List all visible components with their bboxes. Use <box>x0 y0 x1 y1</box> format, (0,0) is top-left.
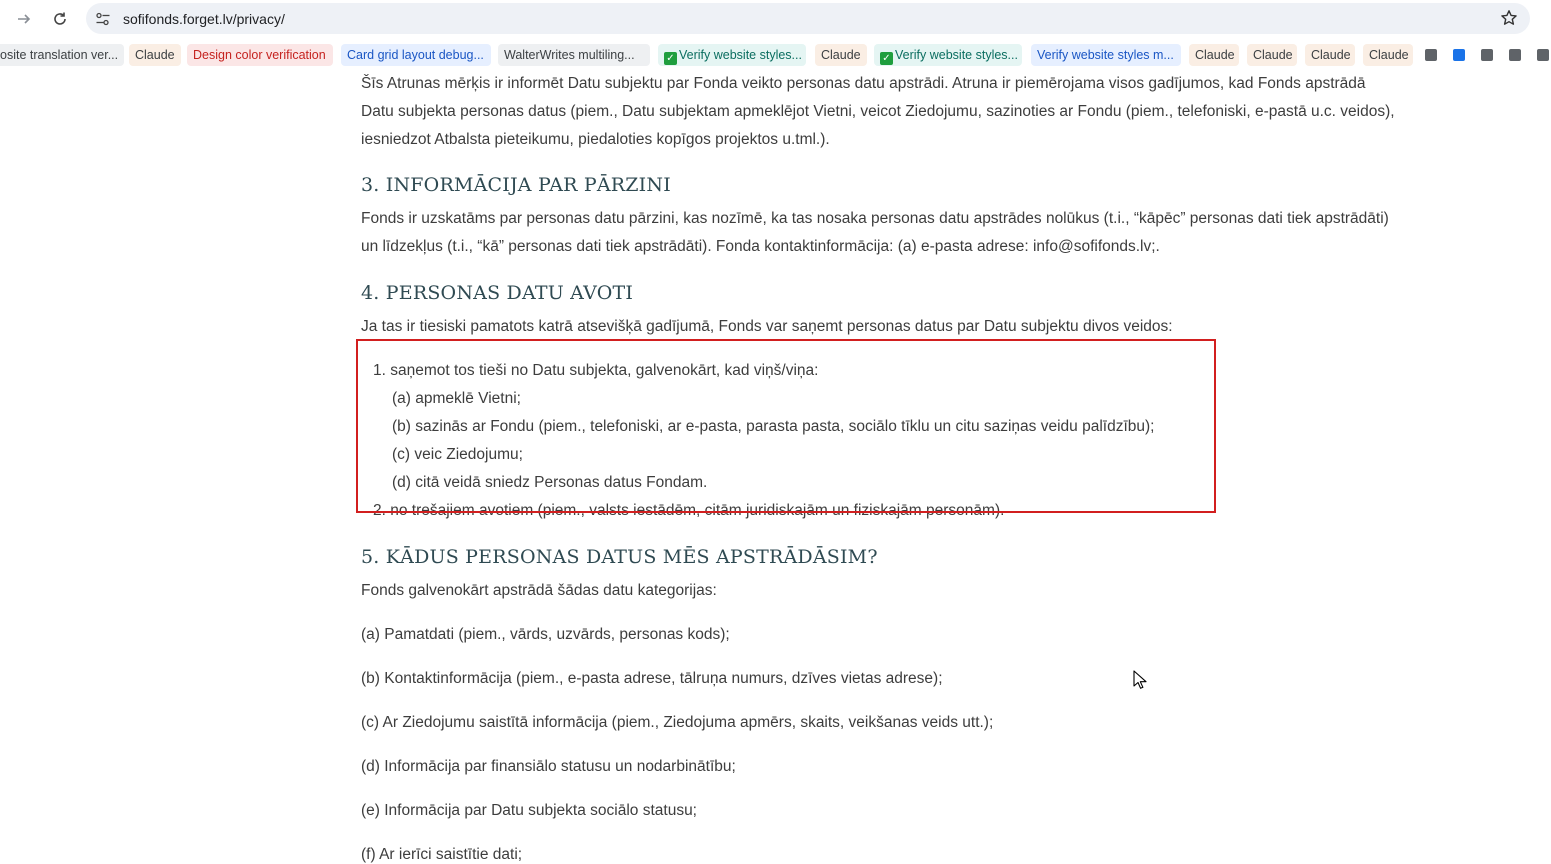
bookmark-favicon-icon[interactable] <box>1425 49 1437 61</box>
section-5-heading: 5. KĀDUS PERSONAS DATUS MĒS APSTRĀDĀSIM? <box>361 546 878 568</box>
sub-list-item: (b) sazinās ar Fondu (piem., telefoniski, ar e-pasta, parasta pasta, sociālo tīklu un citu saziņas veidu palīdzību); <box>392 418 1155 435</box>
intro-paragraph <box>361 70 1395 154</box>
bookmark-star-icon[interactable] <box>1500 9 1518 27</box>
bookmark-item[interactable]: Claude <box>1247 44 1297 66</box>
bookmarks-bar <box>0 41 1551 69</box>
address-bar[interactable] <box>86 3 1530 34</box>
bookmark-item[interactable]: Claude <box>1305 44 1355 66</box>
list-item: (a) Pamatdati (piem., vārds, uzvārds, personas kods); <box>361 626 730 643</box>
bookmark-favicon-icon[interactable] <box>1481 49 1493 61</box>
bookmark-item[interactable]: WalterWrites multiling... <box>498 44 650 66</box>
bookmark-favicon-icon[interactable] <box>1453 49 1465 61</box>
bookmark-item[interactable]: Card grid layout debug... <box>341 44 491 66</box>
site-info-icon[interactable] <box>95 11 111 27</box>
sub-list-item: (a) apmeklē Vietni; <box>392 390 521 407</box>
section-4-heading: 4. PERSONAS DATU AVOTI <box>361 282 634 304</box>
bookmark-item[interactable]: Design color verification <box>187 44 333 66</box>
bookmark-item[interactable]: Claude <box>1363 44 1413 66</box>
text-line: Fonds ir uzskatāms par personas datu pārzini, kas nozīmē, ka tas nosaka personas datu apstrādes nolūkus (t.i., “kāpēc” personas dati tiek apstrādāti) <box>361 210 1389 227</box>
bookmark-item[interactable]: osite translation ver... <box>0 44 124 66</box>
mouse-cursor-icon <box>1133 670 1147 690</box>
text-line: iesniedzot Atbalsta pieteikumu, piedaloties kopīgos projektos u.tml.). <box>361 131 830 148</box>
reload-icon[interactable] <box>48 7 72 31</box>
browser-toolbar <box>0 0 1551 38</box>
bookmark-item[interactable]: ✓ Verify website styles... <box>874 44 1022 66</box>
list-item: (d) Informācija par finansiālo statusu un nodarbinātību; <box>361 758 736 775</box>
section-3-heading: 3. INFORMĀCIJA PAR PĀRZINI <box>361 174 671 196</box>
list-item: (e) Informācija par Datu subjekta sociālo statusu; <box>361 802 697 819</box>
list-item: 1. saņemot tos tieši no Datu subjekta, galvenokārt, kad viņš/viņa: <box>373 362 819 379</box>
section-5-intro: Fonds galvenokārt apstrādā šādas datu kategorijas: <box>361 582 717 599</box>
checkmark-icon: ✓ <box>664 52 677 65</box>
bookmark-item[interactable]: Claude <box>129 44 181 66</box>
sub-list-item: (d) citā veidā sniedz Personas datus Fondam. <box>392 474 708 491</box>
bookmark-item[interactable]: ✓ Verify website styles... <box>658 44 806 66</box>
bookmark-item[interactable]: Verify website styles m... <box>1031 44 1181 66</box>
bookmark-item[interactable]: Claude <box>1189 44 1239 66</box>
highlight-annotation-box <box>356 339 1216 513</box>
sub-list-item: (c) veic Ziedojumu; <box>392 446 523 463</box>
bookmark-favicon-icon[interactable] <box>1509 49 1521 61</box>
text-line: Datu subjekta personas datus (piem., Datu subjektam apmeklējot Vietni, veicot Ziedojumu, sazinoties ar Fondu (piem., telefoniski, e-pastā u.c. veidos), <box>361 103 1395 120</box>
list-item: 2. no trešajiem avotiem (piem., valsts iestādēm, citām juridiskajām un fiziskajām personām). <box>373 502 1005 519</box>
forward-icon[interactable] <box>12 7 36 31</box>
list-item: (f) Ar ierīci saistītie dati; <box>361 846 523 863</box>
text-line: Šīs Atrunas mērķis ir informēt Datu subjektu par Fonda veikto personas datu apstrādi. Atruna ir piemērojama visos gadījumos, kad Fonds apstrādā <box>361 75 1366 92</box>
bookmark-item[interactable]: Claude <box>815 44 867 66</box>
section-4-intro: Ja tas ir tiesiski pamatots katrā atsevišķā gadījumā, Fonds var saņemt personas datus par Datu subjektu divos veidos: <box>361 318 1173 335</box>
list-item: (b) Kontaktinformācija (piem., e-pasta adrese, tālruņa numurs, dzīves vietas adrese); <box>361 670 943 687</box>
checkmark-icon: ✓ <box>880 52 893 65</box>
section-3-paragraph <box>361 205 1389 261</box>
url-text[interactable]: sofifonds.forget.lv/privacy/ <box>123 11 285 27</box>
bookmark-favicon-icon[interactable] <box>1537 49 1549 61</box>
text-line: un līdzekļus (t.i., “kā” personas dati tiek apstrādāti). Fonda kontaktinformācija: (a) e-pasta adrese: info@sofifonds.lv;. <box>361 238 1160 255</box>
list-item: (c) Ar Ziedojumu saistītā informācija (piem., Ziedojuma apmērs, skaits, veikšanas veids utt.); <box>361 714 994 731</box>
